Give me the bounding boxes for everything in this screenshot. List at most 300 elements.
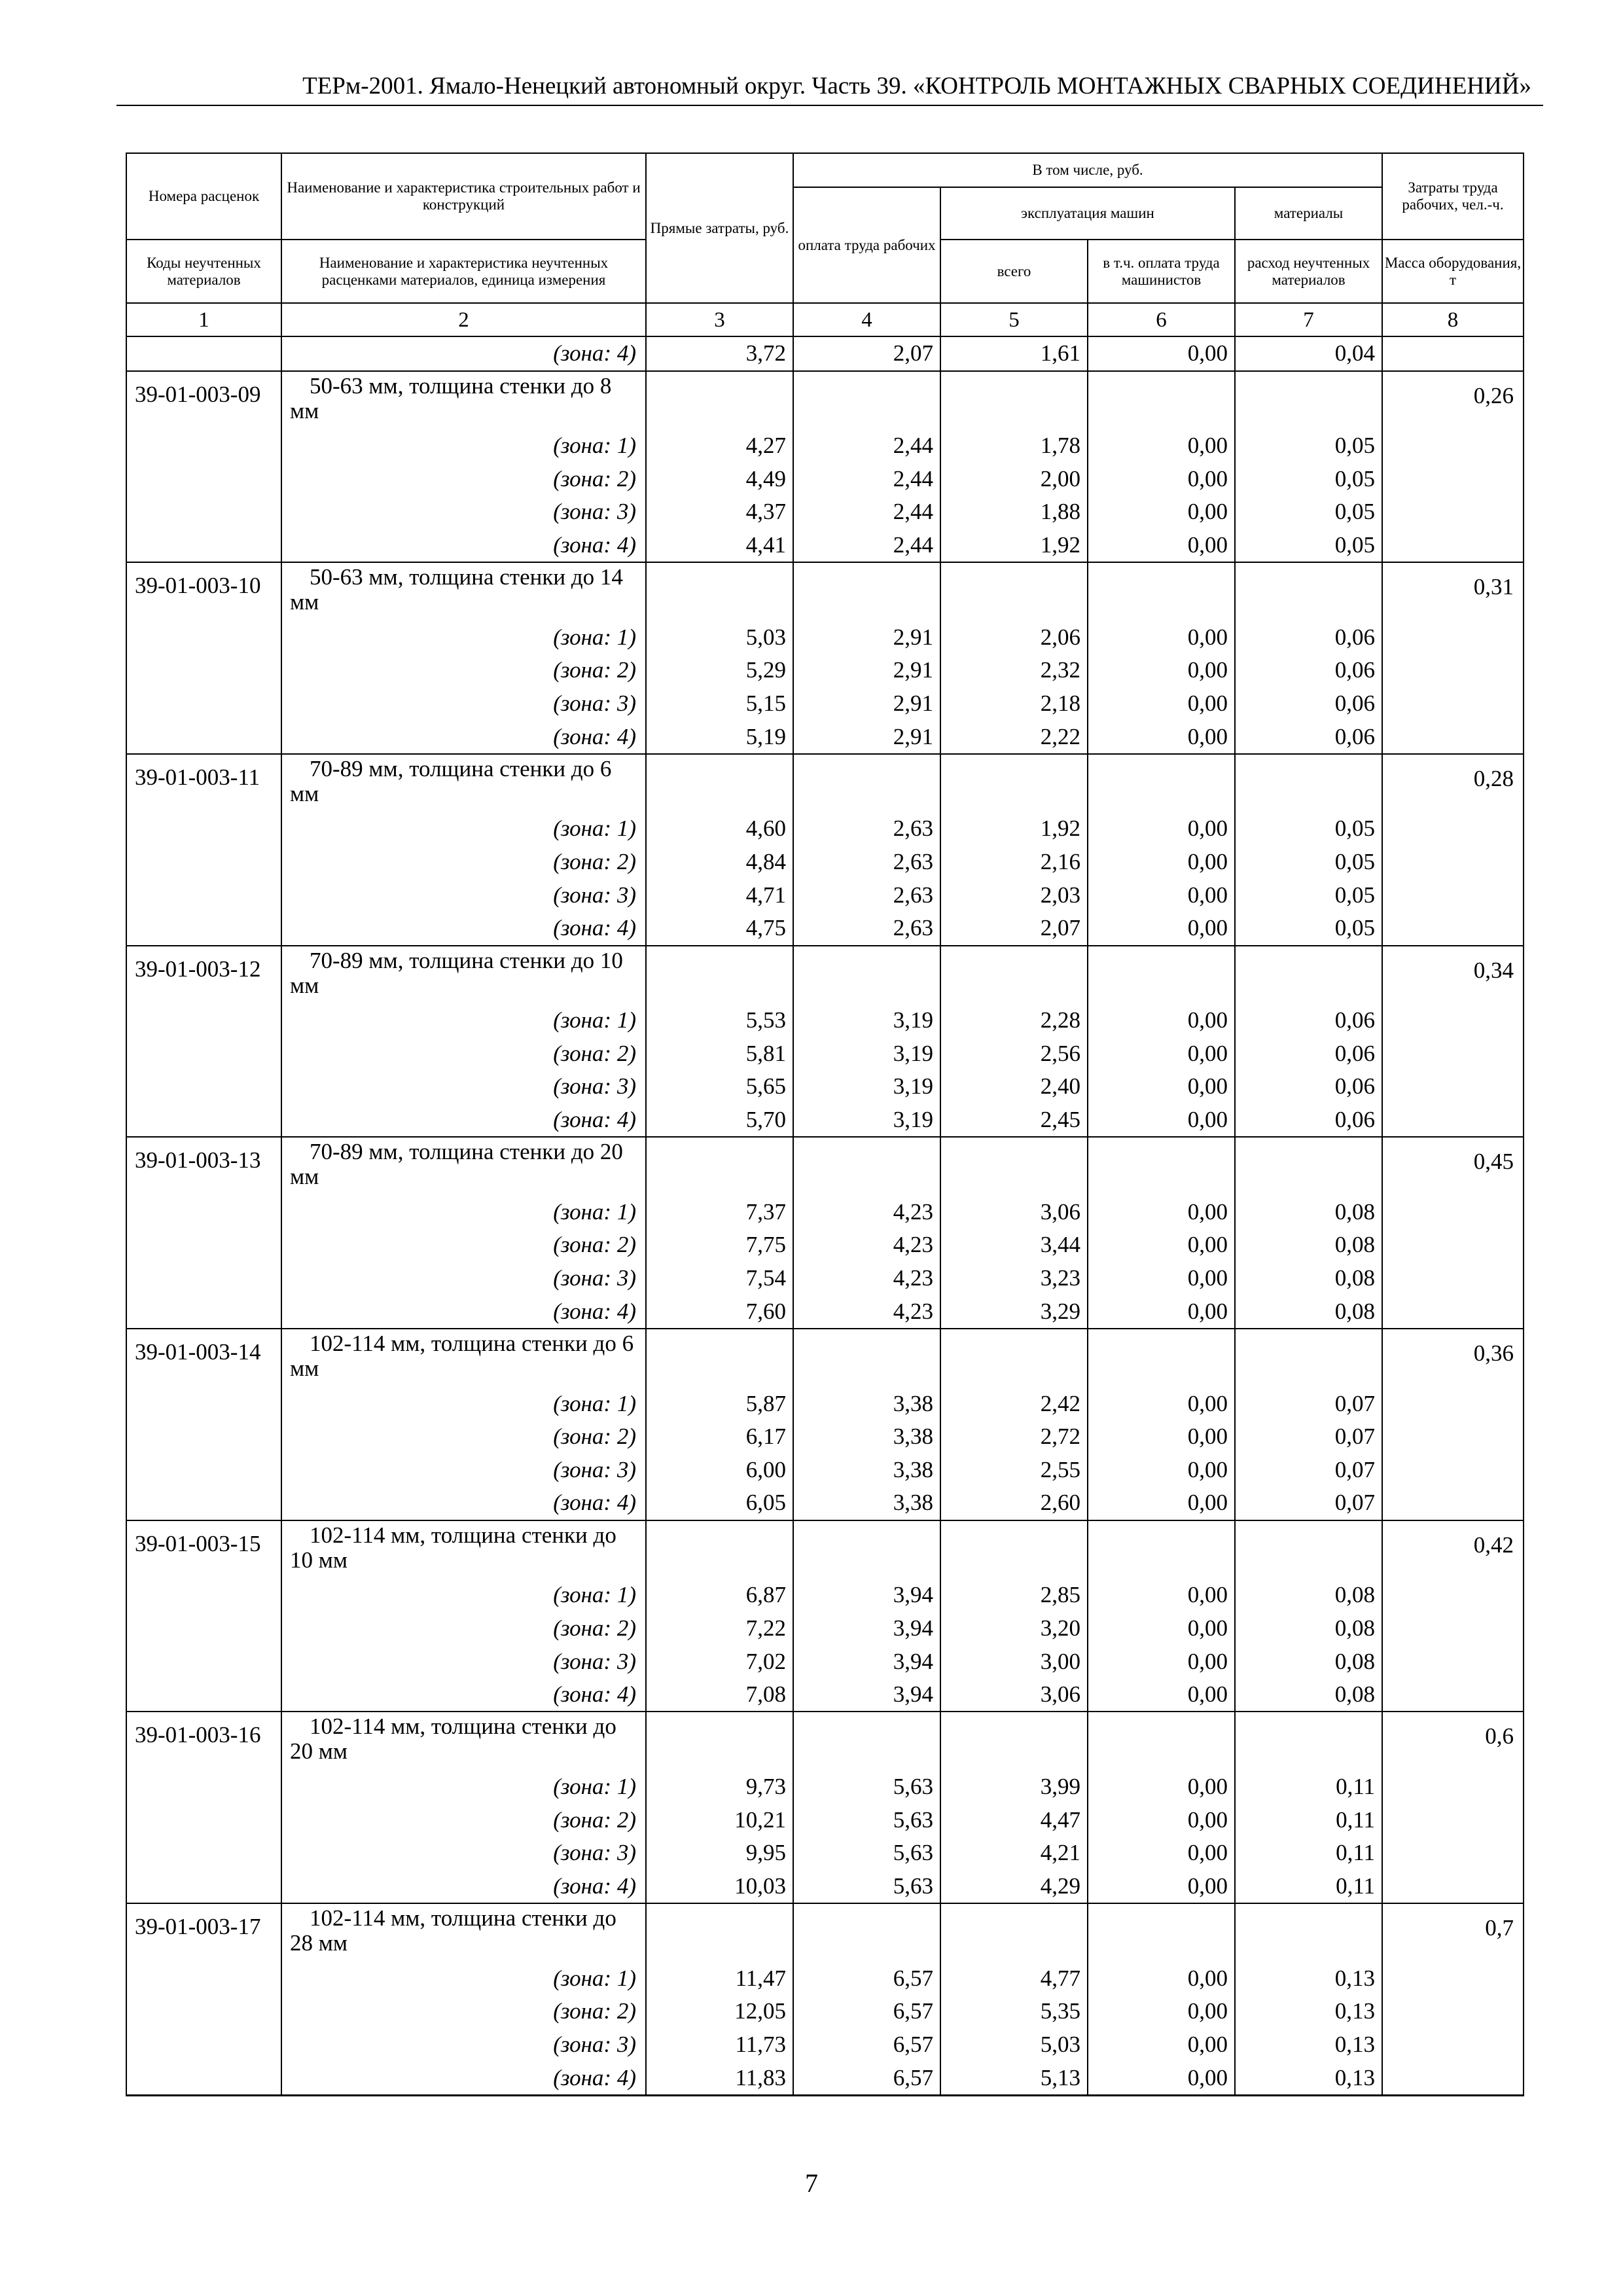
- workers-pay-value: 4,23: [793, 1229, 940, 1262]
- empty-cell: [793, 946, 940, 1004]
- empty-cell: [646, 1712, 793, 1770]
- empty-cell: [940, 1712, 1088, 1770]
- zone-row: [126, 2028, 1524, 2062]
- empty-cell: [793, 1903, 940, 1962]
- empty-cell: [1235, 754, 1382, 812]
- page-number: 7: [805, 2168, 818, 2198]
- materials-value: 0,05: [1235, 462, 1382, 495]
- machines-total-value: 3,20: [940, 1612, 1088, 1645]
- materials-value: 0,07: [1235, 1420, 1382, 1454]
- workers-pay-value: 5,63: [793, 1837, 940, 1870]
- direct-costs-value: 4,41: [646, 529, 793, 563]
- empty-cell: [793, 371, 940, 429]
- machines-total-value: 2,03: [940, 878, 1088, 912]
- empty-cell: [1235, 562, 1382, 620]
- empty-cell: [1088, 1520, 1235, 1579]
- labor-costs-value: 0,36: [1382, 1329, 1524, 1520]
- empty-cell: [793, 1712, 940, 1770]
- empty-cell: [1235, 1903, 1382, 1962]
- machines-total-value: 3,06: [940, 1678, 1088, 1712]
- machines-total-value: 1,92: [940, 812, 1088, 846]
- zone-label: (зона: 2): [281, 1995, 646, 2028]
- machines-total-value: 3,99: [940, 1770, 1088, 1804]
- zone-label: (зона: 2): [281, 1612, 646, 1645]
- header-labor-costs: Затраты труда рабочих, чел.-ч.: [1382, 153, 1524, 240]
- materials-value: 0,11: [1235, 1837, 1382, 1870]
- zone-row: [126, 1262, 1524, 1295]
- zone-row: [126, 1837, 1524, 1870]
- empty-cell: [1235, 1329, 1382, 1387]
- empty-cell: [1088, 754, 1235, 812]
- empty-cell: [940, 946, 1088, 1004]
- workers-pay-value: 6,57: [793, 2028, 940, 2062]
- materials-value: 0,13: [1235, 2061, 1382, 2095]
- materials-value: 0,06: [1235, 1103, 1382, 1138]
- machines-total-value: 2,07: [940, 912, 1088, 946]
- machines-total-value: 5,13: [940, 2061, 1088, 2095]
- machines-total-value: 4,21: [940, 1837, 1088, 1870]
- empty-cell: [646, 946, 793, 1004]
- rate-code: 39-01-003-14: [126, 1329, 281, 1520]
- zone-row: [126, 1037, 1524, 1070]
- work-title: 70-89 мм, толщина стенки до 6 мм: [281, 754, 646, 812]
- materials-value: 0,04: [1235, 336, 1382, 371]
- machinists-pay-value: 0,00: [1088, 462, 1235, 495]
- zone-row: [126, 495, 1524, 529]
- machines-total-value: 4,29: [940, 1870, 1088, 1904]
- empty-cell: [1088, 1712, 1235, 1770]
- workers-pay-value: 4,23: [793, 1295, 940, 1329]
- machines-total-value: 2,32: [940, 654, 1088, 687]
- machines-total-value: 2,16: [940, 846, 1088, 879]
- zone-row: [126, 1803, 1524, 1837]
- zone-row: [126, 1004, 1524, 1037]
- header-material-names: Наименование и характеристика неучтенных расценками материалов, единица измерения: [281, 240, 646, 303]
- labor-costs-value: 0,6: [1382, 1712, 1524, 1903]
- rates-table: [126, 152, 1524, 2096]
- empty-cell: [1088, 562, 1235, 620]
- materials-value: 0,05: [1235, 812, 1382, 846]
- work-title: 102-114 мм, толщина стенки до 28 мм: [281, 1903, 646, 1962]
- rate-group-row: [126, 1712, 1524, 1770]
- direct-costs-value: 5,15: [646, 687, 793, 721]
- direct-costs-value: 4,60: [646, 812, 793, 846]
- machinists-pay-value: 0,00: [1088, 1486, 1235, 1520]
- machines-total-value: 1,92: [940, 529, 1088, 563]
- workers-pay-value: 4,23: [793, 1196, 940, 1229]
- zone-label: (зона: 3): [281, 1070, 646, 1103]
- machinists-pay-value: 0,00: [1088, 1612, 1235, 1645]
- direct-costs-value: 5,81: [646, 1037, 793, 1070]
- workers-pay-value: 3,94: [793, 1612, 940, 1645]
- machinists-pay-value: 0,00: [1088, 1837, 1235, 1870]
- column-number: 6: [1088, 303, 1235, 336]
- header-direct-costs: Прямые затраты, руб.: [646, 153, 793, 303]
- zone-label: (зона: 3): [281, 687, 646, 721]
- machinists-pay-value: 0,00: [1088, 336, 1235, 371]
- machines-total-value: 1,61: [940, 336, 1088, 371]
- workers-pay-value: 3,19: [793, 1004, 940, 1037]
- direct-costs-value: 7,02: [646, 1645, 793, 1678]
- machinists-pay-value: 0,00: [1088, 1387, 1235, 1420]
- zone-row: [126, 720, 1524, 754]
- materials-value: 0,06: [1235, 1037, 1382, 1070]
- zone-row: [126, 1196, 1524, 1229]
- zone-label: (зона: 3): [281, 2028, 646, 2062]
- column-number: 3: [646, 303, 793, 336]
- machines-total-value: 3,44: [940, 1229, 1088, 1262]
- labor-costs-value: 0,28: [1382, 754, 1524, 946]
- zone-row: [126, 1995, 1524, 2028]
- empty-cell: [1235, 1137, 1382, 1195]
- labor-costs-value: 0,45: [1382, 1137, 1524, 1329]
- machinists-pay-value: 0,00: [1088, 2061, 1235, 2095]
- zone-row: [126, 1645, 1524, 1678]
- materials-value: 0,08: [1235, 1645, 1382, 1678]
- empty-cell: [940, 1329, 1088, 1387]
- workers-pay-value: 4,23: [793, 1262, 940, 1295]
- zone-label: (зона: 4): [281, 336, 646, 371]
- materials-value: 0,13: [1235, 1995, 1382, 2028]
- machines-total-value: 4,77: [940, 1962, 1088, 1995]
- materials-value: 0,05: [1235, 846, 1382, 879]
- direct-costs-value: 7,08: [646, 1678, 793, 1712]
- machinists-pay-value: 0,00: [1088, 529, 1235, 563]
- header-equipment-mass: Масса оборудования, т: [1382, 240, 1524, 303]
- workers-pay-value: 2,91: [793, 620, 940, 654]
- empty-cell: [793, 1329, 940, 1387]
- zone-row: [126, 2061, 1524, 2095]
- machines-total-value: 5,35: [940, 1995, 1088, 2028]
- work-title: 102-114 мм, толщина стенки до 6 мм: [281, 1329, 646, 1387]
- zone-row: [126, 912, 1524, 946]
- machines-total-value: 2,45: [940, 1103, 1088, 1138]
- empty-cell: [940, 754, 1088, 812]
- zone-row: [126, 1070, 1524, 1103]
- materials-value: 0,08: [1235, 1229, 1382, 1262]
- machinists-pay-value: 0,00: [1088, 1995, 1235, 2028]
- machines-total-value: 3,29: [940, 1295, 1088, 1329]
- zone-label: (зона: 2): [281, 1420, 646, 1454]
- machinists-pay-value: 0,00: [1088, 2028, 1235, 2062]
- machines-total-value: 2,60: [940, 1486, 1088, 1520]
- machinists-pay-value: 0,00: [1088, 1962, 1235, 1995]
- zone-row: [126, 1678, 1524, 1712]
- machines-total-value: 1,78: [940, 429, 1088, 463]
- materials-value: 0,08: [1235, 1262, 1382, 1295]
- workers-pay-value: 3,38: [793, 1454, 940, 1487]
- zone-row: [126, 462, 1524, 495]
- materials-value: 0,08: [1235, 1678, 1382, 1712]
- header-work-name: Наименование и характеристика строительных работ и конструкций: [281, 153, 646, 240]
- rate-code: 39-01-003-09: [126, 371, 281, 563]
- header-materials: материалы: [1235, 187, 1382, 240]
- empty-cell: [1088, 1903, 1235, 1962]
- materials-value: 0,06: [1235, 720, 1382, 754]
- machinists-pay-value: 0,00: [1088, 1579, 1235, 1612]
- empty-cell: [1088, 1137, 1235, 1195]
- empty-cell: [793, 1520, 940, 1579]
- zone-row: [126, 812, 1524, 846]
- zone-label: (зона: 1): [281, 1196, 646, 1229]
- direct-costs-value: 6,87: [646, 1579, 793, 1612]
- labor-cell: [1382, 336, 1524, 371]
- zone-label: (зона: 4): [281, 1486, 646, 1520]
- zone-label: (зона: 4): [281, 1295, 646, 1329]
- machinists-pay-value: 0,00: [1088, 1770, 1235, 1804]
- materials-value: 0,07: [1235, 1486, 1382, 1520]
- machinists-pay-value: 0,00: [1088, 878, 1235, 912]
- zone-label: (зона: 4): [281, 529, 646, 563]
- machinists-pay-value: 0,00: [1088, 1196, 1235, 1229]
- column-number: 2: [281, 303, 646, 336]
- rate-code: 39-01-003-17: [126, 1903, 281, 2095]
- workers-pay-value: 5,63: [793, 1770, 940, 1804]
- direct-costs-value: 5,29: [646, 654, 793, 687]
- zone-row: [126, 1962, 1524, 1995]
- zone-label: (зона: 1): [281, 620, 646, 654]
- workers-pay-value: 2,07: [793, 336, 940, 371]
- rate-group-row: [126, 1329, 1524, 1387]
- work-title: 102-114 мм, толщина стенки до 20 мм: [281, 1712, 646, 1770]
- machinists-pay-value: 0,00: [1088, 1295, 1235, 1329]
- rate-code: 39-01-003-13: [126, 1137, 281, 1329]
- rate-code: 39-01-003-11: [126, 754, 281, 946]
- materials-value: 0,07: [1235, 1454, 1382, 1487]
- zone-label: (зона: 4): [281, 1678, 646, 1712]
- header-machines: эксплуатация машин: [940, 187, 1235, 240]
- workers-pay-value: 3,94: [793, 1645, 940, 1678]
- work-title: 70-89 мм, толщина стенки до 10 мм: [281, 946, 646, 1004]
- workers-pay-value: 5,63: [793, 1870, 940, 1904]
- labor-costs-value: 0,31: [1382, 562, 1524, 754]
- zone-label: (зона: 1): [281, 1962, 646, 1995]
- empty-cell: [1235, 946, 1382, 1004]
- direct-costs-value: 9,73: [646, 1770, 793, 1804]
- machines-total-value: 2,72: [940, 1420, 1088, 1454]
- machinists-pay-value: 0,00: [1088, 1678, 1235, 1712]
- workers-pay-value: 2,63: [793, 912, 940, 946]
- workers-pay-value: 2,44: [793, 429, 940, 463]
- direct-costs-value: 4,27: [646, 429, 793, 463]
- materials-value: 0,05: [1235, 912, 1382, 946]
- rate-group-row: [126, 754, 1524, 812]
- materials-value: 0,13: [1235, 2028, 1382, 2062]
- column-number: 7: [1235, 303, 1382, 336]
- direct-costs-value: 4,49: [646, 462, 793, 495]
- direct-costs-value: 7,75: [646, 1229, 793, 1262]
- carryover-row: [126, 336, 1524, 371]
- machines-total-value: 2,85: [940, 1579, 1088, 1612]
- machinists-pay-value: 0,00: [1088, 429, 1235, 463]
- machinists-pay-value: 0,00: [1088, 1229, 1235, 1262]
- header-machinists-pay: в т.ч. оплата труда машинистов: [1088, 240, 1235, 303]
- column-number: 4: [793, 303, 940, 336]
- machines-total-value: 3,06: [940, 1196, 1088, 1229]
- header-material-consumption: расход неучтенных материалов: [1235, 240, 1382, 303]
- zone-label: (зона: 3): [281, 1645, 646, 1678]
- empty-cell: [646, 1137, 793, 1195]
- rate-group-row: [126, 1903, 1524, 1962]
- zone-row: [126, 1103, 1524, 1138]
- zone-label: (зона: 2): [281, 846, 646, 879]
- empty-cell: [1235, 371, 1382, 429]
- direct-costs-value: 3,72: [646, 336, 793, 371]
- direct-costs-value: 4,84: [646, 846, 793, 879]
- header-workers-pay: оплата труда рабочих: [793, 187, 940, 303]
- table-header: [126, 153, 1524, 336]
- machinists-pay-value: 0,00: [1088, 720, 1235, 754]
- machines-total-value: 3,23: [940, 1262, 1088, 1295]
- workers-pay-value: 2,91: [793, 687, 940, 721]
- empty-cell: [793, 562, 940, 620]
- materials-value: 0,11: [1235, 1803, 1382, 1837]
- direct-costs-value: 5,03: [646, 620, 793, 654]
- zone-label: (зона: 1): [281, 812, 646, 846]
- machines-total-value: 1,88: [940, 495, 1088, 529]
- workers-pay-value: 2,91: [793, 720, 940, 754]
- workers-pay-value: 3,38: [793, 1486, 940, 1520]
- empty-cell: [1088, 1329, 1235, 1387]
- zone-row: [126, 654, 1524, 687]
- machinists-pay-value: 0,00: [1088, 495, 1235, 529]
- workers-pay-value: 2,63: [793, 846, 940, 879]
- running-header: [116, 63, 1543, 106]
- direct-costs-value: 7,22: [646, 1612, 793, 1645]
- workers-pay-value: 3,94: [793, 1678, 940, 1712]
- empty-cell: [940, 1520, 1088, 1579]
- direct-costs-value: 6,17: [646, 1420, 793, 1454]
- materials-value: 0,08: [1235, 1612, 1382, 1645]
- direct-costs-value: 4,37: [646, 495, 793, 529]
- direct-costs-value: 5,65: [646, 1070, 793, 1103]
- workers-pay-value: 6,57: [793, 1962, 940, 1995]
- zone-label: (зона: 1): [281, 1770, 646, 1804]
- direct-costs-value: 10,03: [646, 1870, 793, 1904]
- machinists-pay-value: 0,00: [1088, 846, 1235, 879]
- direct-costs-value: 5,53: [646, 1004, 793, 1037]
- machines-total-value: 2,56: [940, 1037, 1088, 1070]
- machines-total-value: 4,47: [940, 1803, 1088, 1837]
- zone-label: (зона: 4): [281, 2061, 646, 2095]
- labor-costs-value: 0,42: [1382, 1520, 1524, 1712]
- empty-cell: [646, 1329, 793, 1387]
- zone-row: [126, 620, 1524, 654]
- machinists-pay-value: 0,00: [1088, 1103, 1235, 1138]
- rate-group-row: [126, 562, 1524, 620]
- machines-total-value: 2,42: [940, 1387, 1088, 1420]
- workers-pay-value: 3,38: [793, 1420, 940, 1454]
- workers-pay-value: 2,44: [793, 529, 940, 563]
- labor-costs-value: 0,34: [1382, 946, 1524, 1138]
- rate-code: 39-01-003-16: [126, 1712, 281, 1903]
- zone-label: (зона: 1): [281, 429, 646, 463]
- zone-row: [126, 1454, 1524, 1487]
- materials-value: 0,05: [1235, 878, 1382, 912]
- machinists-pay-value: 0,00: [1088, 912, 1235, 946]
- machinists-pay-value: 0,00: [1088, 1870, 1235, 1904]
- header-rate-number: Номера расценок: [126, 153, 281, 240]
- empty-cell: [940, 371, 1088, 429]
- work-title: 102-114 мм, толщина стенки до 10 мм: [281, 1520, 646, 1579]
- table-body: [126, 336, 1524, 2096]
- direct-costs-value: 5,19: [646, 720, 793, 754]
- materials-value: 0,06: [1235, 620, 1382, 654]
- direct-costs-value: 5,70: [646, 1103, 793, 1138]
- workers-pay-value: 3,19: [793, 1037, 940, 1070]
- zone-label: (зона: 2): [281, 1229, 646, 1262]
- zone-label: (зона: 4): [281, 1103, 646, 1138]
- machines-total-value: 2,22: [940, 720, 1088, 754]
- rate-group-row: [126, 1520, 1524, 1579]
- direct-costs-value: 4,75: [646, 912, 793, 946]
- zone-label: (зона: 2): [281, 654, 646, 687]
- materials-value: 0,08: [1235, 1196, 1382, 1229]
- rate-group-row: [126, 946, 1524, 1004]
- machinists-pay-value: 0,00: [1088, 1454, 1235, 1487]
- workers-pay-value: 2,63: [793, 812, 940, 846]
- empty-cell: [940, 1137, 1088, 1195]
- empty-cell: [646, 371, 793, 429]
- direct-costs-value: 10,21: [646, 1803, 793, 1837]
- zone-label: (зона: 1): [281, 1579, 646, 1612]
- column-number: 8: [1382, 303, 1524, 336]
- direct-costs-value: 4,71: [646, 878, 793, 912]
- materials-value: 0,06: [1235, 1070, 1382, 1103]
- materials-value: 0,08: [1235, 1295, 1382, 1329]
- zone-label: (зона: 2): [281, 1803, 646, 1837]
- empty-cell: [1088, 371, 1235, 429]
- direct-costs-value: 7,54: [646, 1262, 793, 1295]
- empty-cell: [1235, 1520, 1382, 1579]
- machinists-pay-value: 0,00: [1088, 1262, 1235, 1295]
- machines-total-value: 2,00: [940, 462, 1088, 495]
- header-including: В том числе, руб.: [793, 153, 1382, 187]
- machinists-pay-value: 0,00: [1088, 1420, 1235, 1454]
- zone-label: (зона: 4): [281, 912, 646, 946]
- running-title: ТЕРм-2001. Ямало-Ненецкий автономный округ. Часть 39. «КОНТРОЛЬ МОНТАЖНЫХ СВАРНЫХ СОЕДИНЕНИЙ»: [302, 73, 1531, 99]
- materials-value: 0,11: [1235, 1870, 1382, 1904]
- direct-costs-value: 11,73: [646, 2028, 793, 2062]
- column-number: 1: [126, 303, 281, 336]
- zone-row: [126, 1612, 1524, 1645]
- machinists-pay-value: 0,00: [1088, 812, 1235, 846]
- machinists-pay-value: 0,00: [1088, 654, 1235, 687]
- empty-cell: [1088, 946, 1235, 1004]
- rate-group-row: [126, 371, 1524, 429]
- zone-row: [126, 878, 1524, 912]
- machinists-pay-value: 0,00: [1088, 1004, 1235, 1037]
- materials-value: 0,13: [1235, 1962, 1382, 1995]
- rate-group-row: [126, 1137, 1524, 1195]
- zone-row: [126, 846, 1524, 879]
- zone-row: [126, 1870, 1524, 1904]
- rate-code: 39-01-003-12: [126, 946, 281, 1138]
- workers-pay-value: 2,91: [793, 654, 940, 687]
- machines-total-value: 2,55: [940, 1454, 1088, 1487]
- zone-row: [126, 1229, 1524, 1262]
- machinists-pay-value: 0,00: [1088, 1803, 1235, 1837]
- materials-value: 0,06: [1235, 1004, 1382, 1037]
- workers-pay-value: 6,57: [793, 2061, 940, 2095]
- zone-row: [126, 1420, 1524, 1454]
- machinists-pay-value: 0,00: [1088, 687, 1235, 721]
- empty-cell: [793, 1137, 940, 1195]
- direct-costs-value: 5,87: [646, 1387, 793, 1420]
- direct-costs-value: 9,95: [646, 1837, 793, 1870]
- materials-value: 0,07: [1235, 1387, 1382, 1420]
- zone-label: (зона: 1): [281, 1387, 646, 1420]
